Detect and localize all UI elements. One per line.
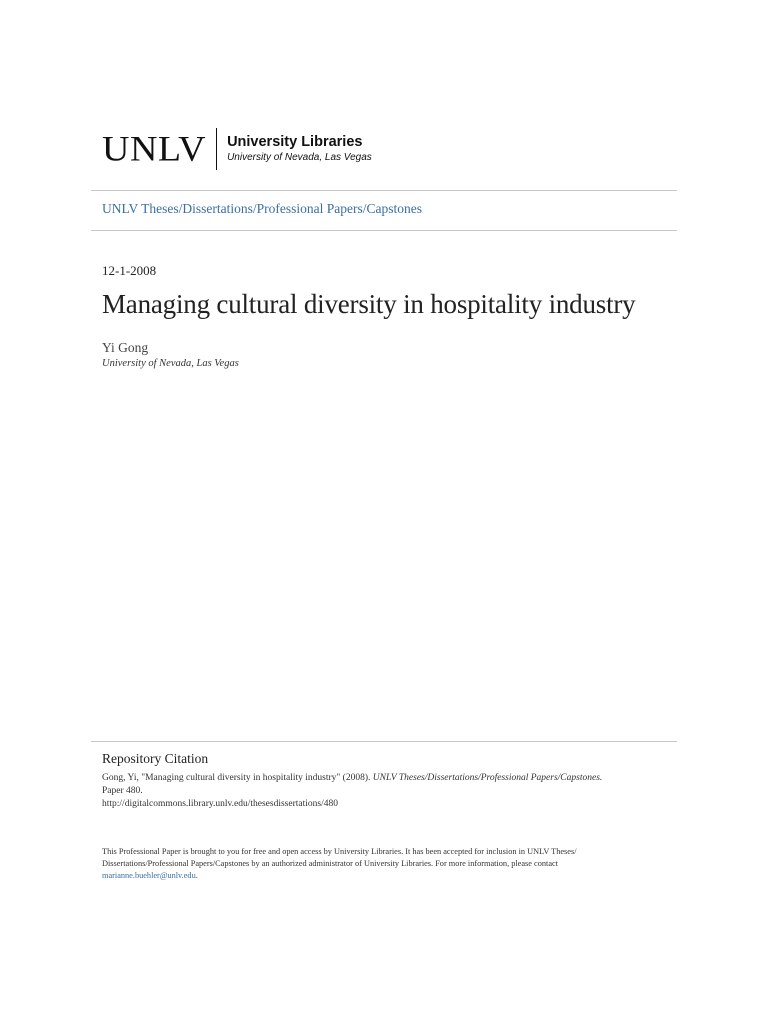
logo-university-name: University of Nevada, Las Vegas [227,152,372,163]
citation-paper-number: Paper 480. [102,786,143,796]
paper-title: Managing cultural diversity in hospitality industry [102,289,636,319]
unlv-libraries-logo [102,128,372,170]
repository-citation-heading: Repository Citation [102,751,209,766]
top-divider [91,190,677,191]
notice-text: This Professional Paper is brought to you for free and open access by University Libraries. It has been accepted for inclusion in UNLV Theses/ Dissertations/Professional Papers/Capstones by an authorized administrator of University Libraries. For more information, please contact [102,847,577,868]
repository-citation [102,772,662,811]
logo-university-libraries: University Libraries [227,134,363,150]
collection-link[interactable]: UNLV Theses/Dissertations/Professional Papers/Capstones [102,201,422,216]
citation-url[interactable]: http://digitalcommons.library.unlv.edu/thesesdissertations/480 [102,799,338,809]
citation-divider [91,741,677,742]
contact-email-link[interactable]: marianne.buehler@unlv.edu [102,871,196,880]
collection-divider [91,230,677,231]
citation-series: UNLV Theses/Dissertations/Professional Papers/Capstones. [372,773,603,783]
citation-text: Gong, Yi, "Managing cultural diversity in hospitality industry" (2008). [102,773,373,783]
notice-end: . [195,871,198,880]
author-name: Yi Gong [102,340,149,355]
logo-divider [216,128,217,170]
logo-text [227,133,372,165]
author-affiliation: University of Nevada, Las Vegas [102,358,239,369]
logo-wordmark: UNLV [102,129,207,169]
publication-date: 12-1-2008 [102,263,157,278]
access-notice [102,846,662,882]
